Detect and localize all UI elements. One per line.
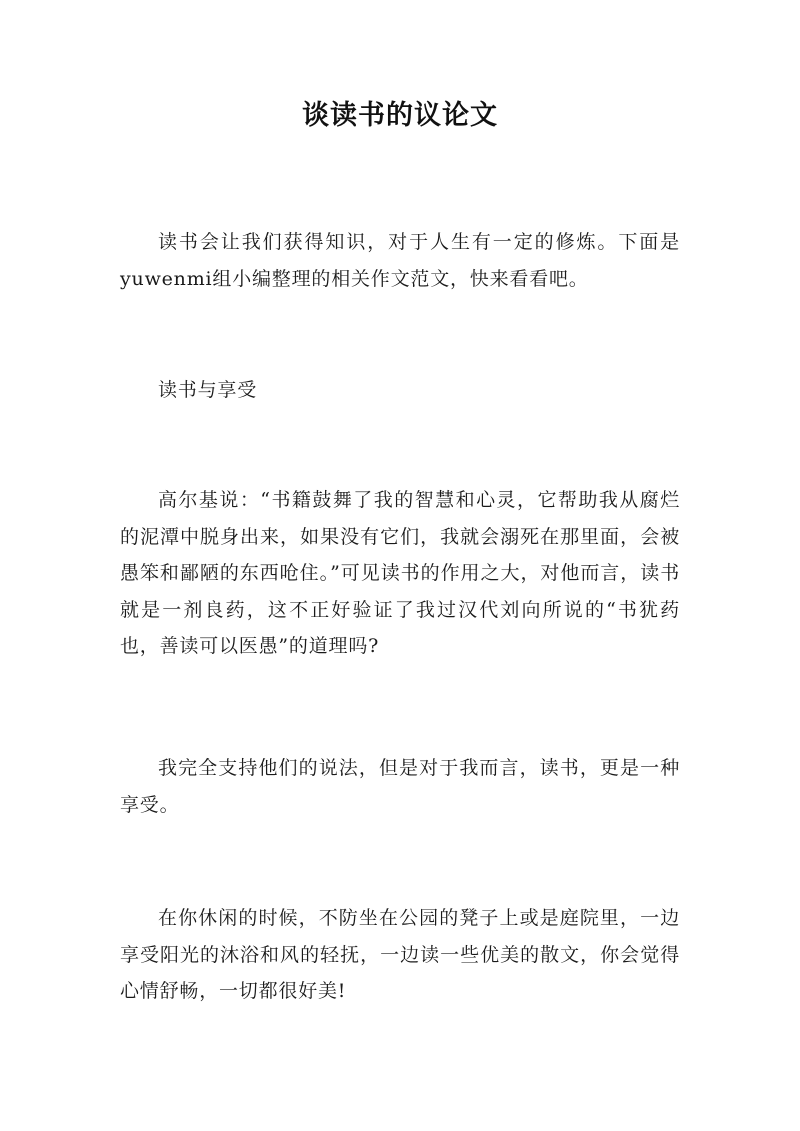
body-paragraph-enjoyment: 我完全支持他们的说法，但是对于我而言，读书，更是一种享受。 [120,757,680,816]
body-paragraph-leisure: 在你休闲的时候，不防坐在公园的凳子上或是庭院里，一边享受阳光的沐浴和风的轻抚，一边读一些优美的散文，你会觉得心情舒畅，一切都很好美! [120,907,680,1002]
body-paragraph-gorky-quote: 高尔基说：“书籍鼓舞了我的智慧和心灵，它帮助我从腐烂的泥潭中脱身出来，如果没有它们，我就会溺死在那里面，会被愚笨和鄙陋的东西呛住。”可见读书的作用之大，对他而言，读书就是一剂良药，这不正好验证了我过汉代刘向所说的“书犹药也，善读可以医愚”的道理吗? [120,489,680,657]
intro-paragraph: 读书会让我们获得知识，对于人生有一定的修炼。下面是yuwenmi组小编整理的相关作文范文，快来看看吧。 [120,231,680,290]
section-heading: 读书与享受 [158,379,258,401]
document-title: 谈读书的议论文 [302,100,498,131]
